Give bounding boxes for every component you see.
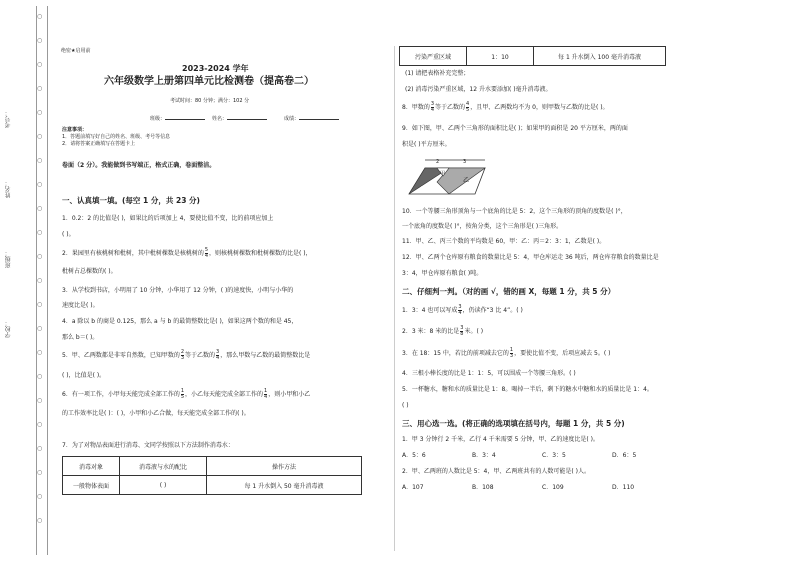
polluted-area-table (399, 46, 666, 66)
table-header: 操作方法 (207, 457, 362, 476)
binding-hole-icon: ○ (37, 13, 43, 20)
binding-hole-icon: ○ (37, 85, 43, 92)
s1-q6-line2: 的工作效率比是( )：( )，小甲和小乙合做，每天能完成全部工作的( )。 (62, 410, 250, 417)
s2-q2: 2．3 米：8 米的比是 $\frac{3}{8}$ 米。( ) (402, 325, 484, 337)
section1-heading: 一、认真填一填。(每空 1 分，共 23 分) (62, 196, 200, 205)
binding-hole-icon: ○ (37, 277, 43, 284)
page-title: 六年级数学上册第四单元比检测卷（提高卷二） (104, 76, 314, 87)
s2-q5-line1: 5．一杯糖水，糖和水的质量比是 1：8。喝掉一半后，剩下的糖水中糖和水的质量比是 1：4。 (402, 386, 653, 393)
table-cell: ( ) (120, 476, 207, 495)
table-cell: 1：10 (467, 47, 534, 66)
s3-q1-option-b: B．3：4 (472, 452, 496, 459)
table-cell: 每 1 升水倒入 50 毫升消毒液 (207, 476, 362, 495)
margin-label-exam-no: 考号： (5, 110, 12, 128)
s2-q5-line2: ( ) (402, 402, 409, 409)
table-cell: 一般物体表面 (63, 476, 120, 495)
s1-q7-text: 7．为了对物品表面进行消毒、文同学按照以下方法制作消毒水： (62, 442, 234, 449)
s1-q4-line1: 4．a 除以 b 的商是 0.125，那么 a 与 b 的最简整数比是( )，如果这两个数的和是 45， (62, 318, 298, 325)
binding-hole-icon: ○ (37, 37, 43, 44)
table-row (63, 457, 362, 476)
binding-hole-icon: ○ (37, 61, 43, 68)
q8-text: 8．甲数的 $\frac{3}{4}$ 等于乙数的 $\frac{4}{5}$ ，且甲、乙两数均不为 0，则甲数与乙数的比是( )。 (402, 101, 609, 113)
binding-line-inner (47, 6, 48, 555)
binding-hole-icon: ○ (37, 445, 43, 452)
table-header: 消毒对象 (63, 457, 120, 476)
binding-hole-icon: ○ (37, 349, 43, 356)
margin-label-class: 班级： (5, 250, 12, 268)
s3-q2-option-a: A．107 (402, 484, 424, 491)
binding-hole-icon: ○ (37, 133, 43, 140)
s1-q5-line2: ( )，比值是( )。 (62, 372, 106, 379)
q10-line1: 10．一个等腰三角形顶角与一个底角的比是 5：2，这个三角形的顶角的度数是( )°， (402, 208, 627, 215)
binding-hole-icon: ○ (37, 469, 43, 476)
s3-q1-option-d: D．6：5 (612, 452, 637, 459)
s1-q5-line1: 5．甲、乙两数都是非零自然数，已知甲数的 $\frac{2}{3}$ 等于乙数的 $\frac{3}{4}$ ，那么甲数与乙数的最简整数比是 (62, 349, 311, 361)
binding-hole-icon: ○ (37, 397, 43, 404)
s2-q1: 1．3：4 也可以写成 $\frac{3}{4}$ ，仍读作“3 比 4”。( ) (402, 304, 523, 316)
note-item-1: 1．答题前填写好自己的姓名、班级、考号等信息 (62, 134, 171, 140)
binding-hole-icon: ○ (37, 373, 43, 380)
s3-q1: 1．甲 3 分钟行 2 千米，乙行 4 千米需要 5 分钟，甲、乙的速度比是( )。 (402, 436, 599, 443)
s1-q3-line2: 速度比是( )。 (62, 302, 99, 309)
binding-hole-icon: ○ (37, 181, 43, 188)
disinfect-table (62, 456, 362, 495)
label-bing: 丙 (421, 186, 428, 193)
secret-label: 绝密★启用前 (61, 48, 91, 54)
s1-q1-line2: ( )。 (62, 231, 75, 238)
table-header: 消毒液与水的配比 (120, 457, 207, 476)
q11-text: 11．甲、乙、丙三个数的平均数是 60，甲：乙：丙＝2：3：1，乙数是( )。 (402, 238, 606, 245)
binding-hole-icon: ○ (37, 229, 43, 236)
q12-line1: 12．甲、乙两个仓库原有粮食的数量比是 5：4，甲仓库运走 36 吨后，两仓库存粮食的数量比是 (402, 254, 659, 261)
binding-hole-icon: ○ (37, 421, 43, 428)
column-divider (394, 46, 395, 551)
s3-q2-option-c: C．109 (542, 484, 564, 491)
margin-label-name: 姓名： (5, 180, 12, 198)
class-field: 班级： (150, 116, 205, 123)
s2-q4: 4．三根小棒长度的比是 1：1：5，可以围成一个等腰三角形。( ) (402, 370, 576, 377)
note-item-2: 2．请将答案正确填写在答题卡上 (62, 141, 136, 147)
segment-label-2: 2 (436, 159, 440, 165)
s1-q3-line1: 3．从学校到书店，小明用了 10 分钟，小华用了 12 分钟，( )的速度快，小明与小华的 (62, 287, 294, 294)
binding-hole-icon: ○ (37, 517, 43, 524)
q9-line1: 9．如下图，甲、乙两个三角形的面积比是( )；如果甲的面积是 20 平方厘米，两的面 (402, 125, 628, 132)
binding-hole-icon: ○ (37, 109, 43, 116)
table-row (400, 47, 666, 66)
q10-line2: 一个底角的度数是( )°，按角分类，这个三角形是( )三角形。 (402, 223, 563, 230)
binding-hole-icon: ○ (37, 253, 43, 260)
binding-hole-icon: ○ (37, 325, 43, 332)
notes-heading: 注意事项： (62, 127, 88, 133)
label-jia: 甲 (440, 171, 446, 177)
label-yi: 乙 (463, 177, 470, 184)
neatness-instruction: 卷面（2 分）。我能做到书写端正，格式正确，卷面整洁。 (62, 162, 216, 169)
segment-label-3: 3 (463, 159, 467, 165)
section3-heading: 三、用心选一选。(将正确的选项填在括号内，每题 1 分，共 5 分) (402, 419, 625, 428)
s3-q2: 2．甲、乙两班的人数比是 5：4，甲、乙两班共有的人数可能是( )人。 (402, 468, 590, 475)
s1-q2-fraction: $\frac{5}{4}$ (204, 247, 209, 259)
s3-q2-option-b: B．108 (472, 484, 494, 491)
triangle-figure (405, 156, 495, 198)
s1-q6-line1: 6．有一项工作，小甲每天能完成全部工作的 $\frac{1}{5}$ ，小乙每天能完成全部工作的 $\frac{1}{4}$ ，则小甲和小乙 (62, 388, 311, 400)
table-row (63, 476, 362, 495)
q7-part1: (1) 请把表格补充完整； (405, 70, 470, 77)
s3-q1-option-a: A．5：6 (402, 452, 426, 459)
score-field: 成绩： (284, 116, 339, 123)
binding-hole-icon: ○ (37, 205, 43, 212)
name-field: 姓名： (212, 116, 267, 123)
q7-part2: (2) 消毒污染严重区域，12 升水要添加( )毫升消毒液。 (405, 86, 552, 93)
margin-label-school: 学校： (5, 320, 12, 338)
time-score: 考试时间：80 分钟；满分：102 分 (170, 98, 250, 104)
binding-hole-icon: ○ (37, 493, 43, 500)
s1-q4-line2: 那么 b＝( )。 (62, 334, 99, 341)
s1-q2-line2: 枇树占总棵数的( )。 (62, 268, 117, 275)
s2-q3: 3．在 18：15 中，若比的前项减去它的 $\frac{1}{3}$ ，要使比值不变，后项应减去 5。( ) (402, 347, 611, 359)
s1-q2-line1: 2．果园里有核桃树和枇树，其中枇树棵数是核桃树的 $\frac{5}{4}$ ，则核桃树棵数和枇树棵数的比是( )， (62, 247, 312, 259)
section2-heading: 二、仔细判一判。（对的画 √，错的画 X，每题 1 分，共 5 分） (402, 287, 616, 296)
s3-q1-option-c: C．3：5 (542, 452, 566, 459)
table-cell: 污染严重区域 (400, 47, 467, 66)
binding-hole-icon: ○ (37, 157, 43, 164)
s3-q2-option-d: D．110 (612, 484, 635, 491)
q12-line2: 3：4，甲仓库原有粮食( )吨。 (402, 270, 483, 277)
s1-q1-line1: 1．0.2：2 的比值是( )，如果比的后项加上 4，要使比值不变，比的前项应加上 (62, 215, 274, 222)
table-cell: 每 1 升水倒入 100 毫升消毒液 (534, 47, 666, 66)
q9-line2: 积是( )平方厘米。 (402, 141, 451, 148)
school-year: 2023-2024 学年 (182, 64, 249, 73)
binding-hole-icon: ○ (37, 301, 43, 308)
